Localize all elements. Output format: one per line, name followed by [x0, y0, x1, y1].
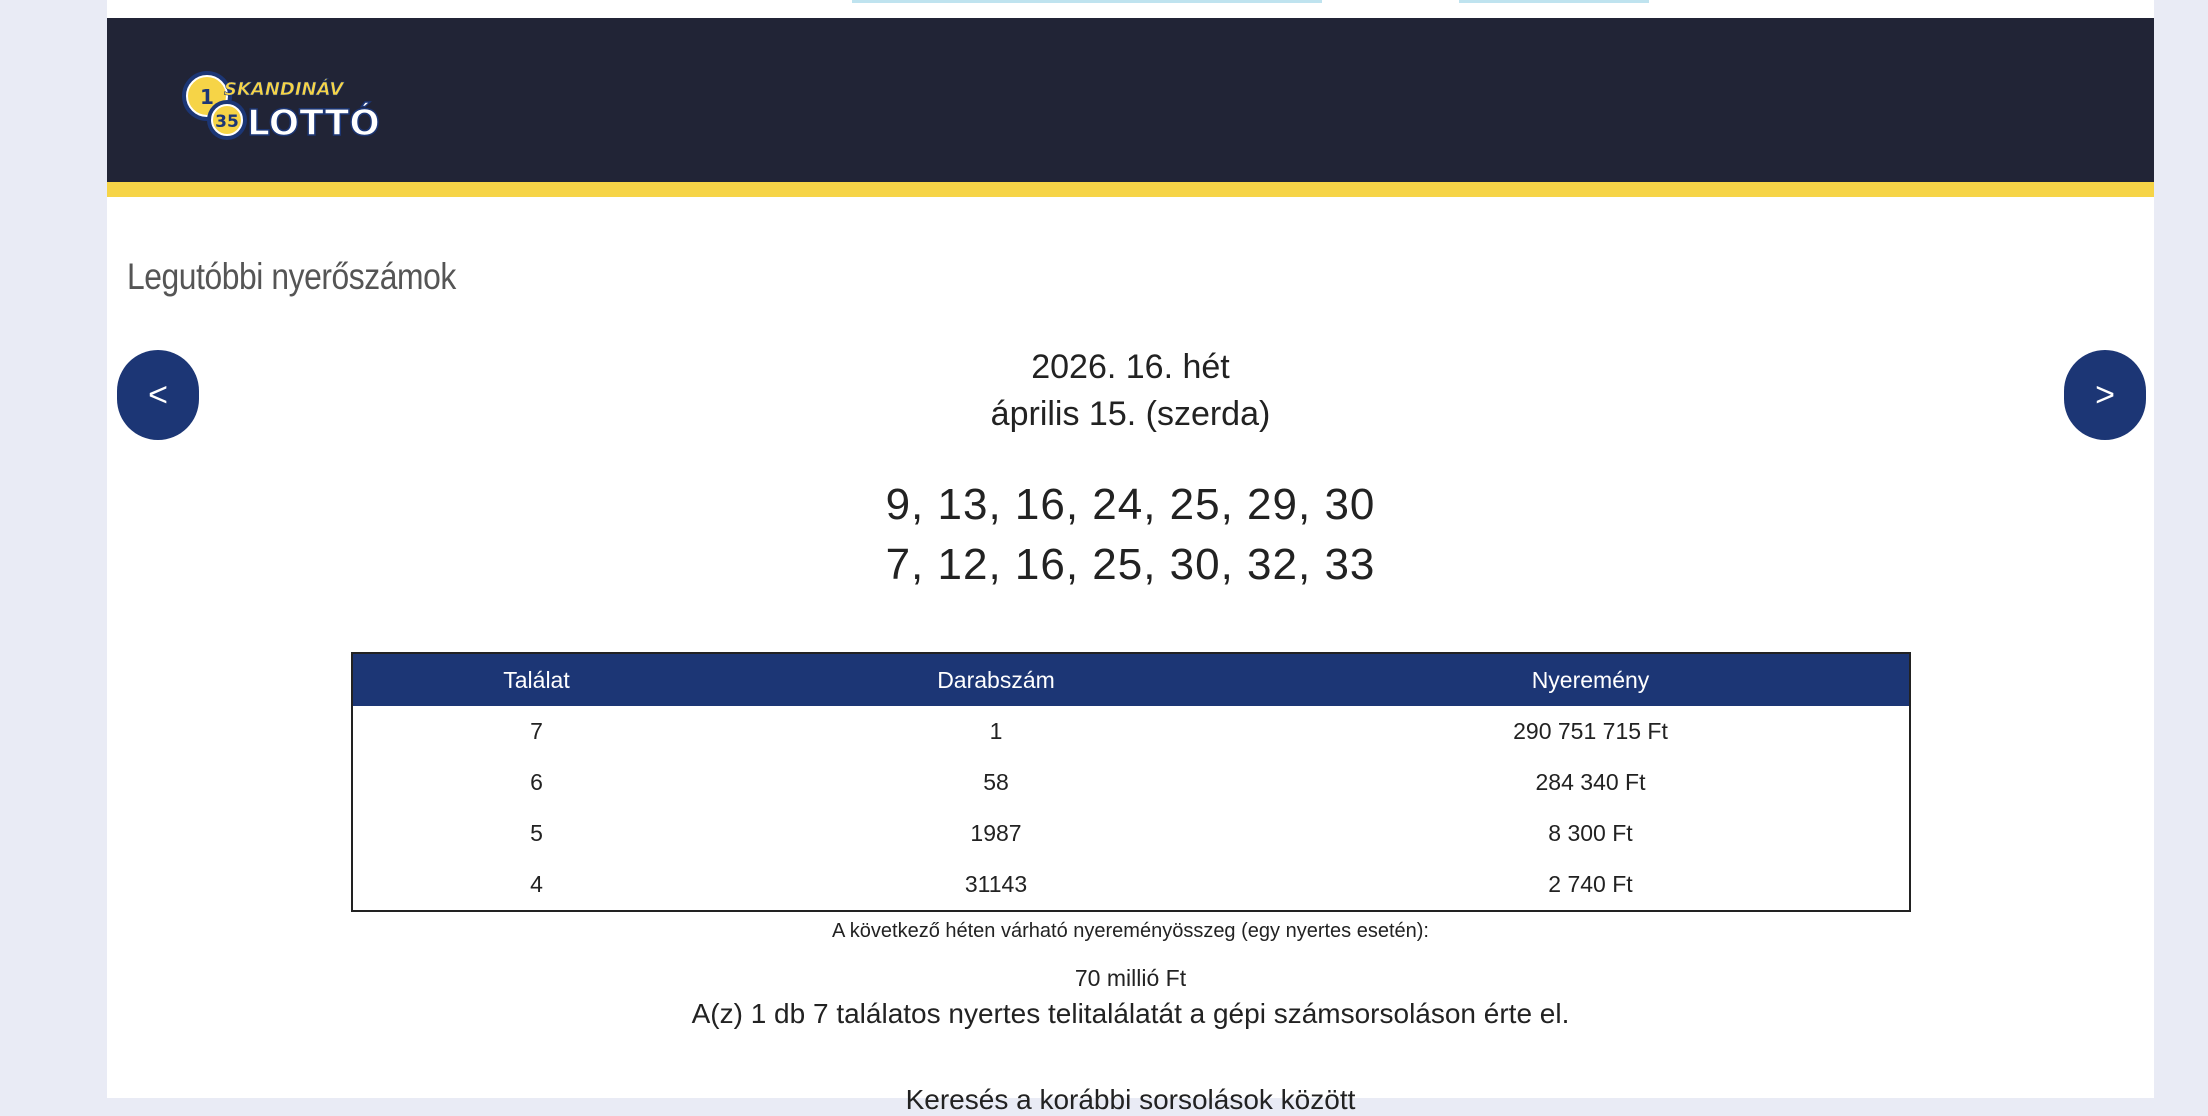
search-previous-draws-link[interactable]: Keresés a korábbi sorsolások között: [905, 1084, 1356, 1115]
column-header-hits: Találat: [352, 653, 720, 706]
logo-text-bottom: LOTTÓ: [247, 103, 380, 144]
chevron-right-icon: >: [2095, 375, 2115, 414]
table-row: [352, 808, 1910, 859]
table-row: [352, 757, 1910, 808]
prize-cell: 2 740 Ft: [1548, 871, 1633, 897]
table-row: [352, 706, 1910, 757]
page: [107, 0, 2154, 1115]
section-title: Legutóbbi nyerőszámok: [127, 256, 456, 297]
prize-cell: 8 300 Ft: [1548, 820, 1633, 846]
prize-cell: 284 340 Ft: [1535, 769, 1646, 795]
logo-ball-35: 35: [215, 112, 239, 132]
winning-numbers-machine: 9, 13, 16, 24, 25, 29, 30: [885, 480, 1376, 529]
hits-cell: 6: [530, 769, 543, 795]
logo-text-top: SKANDINÁV: [224, 79, 344, 100]
count-cell: 1987: [970, 820, 1022, 846]
site-header: [107, 18, 2154, 182]
draw-week: 2026. 16. hét: [1031, 348, 1230, 386]
winner-note: A(z) 1 db 7 találatos nyertes telitalálatát a gépi számsorsoláson érte el.: [691, 998, 1570, 1029]
prize-table: [351, 652, 1911, 912]
prize-table-header: [352, 653, 1910, 706]
header-stripe: [107, 182, 2154, 197]
skandinav-lotto-logo[interactable]: [181, 68, 380, 152]
column-header-prize: Nyeremény: [1272, 653, 1910, 706]
draw-date: április 15. (szerda): [990, 395, 1271, 433]
winning-numbers-manual: 7, 12, 16, 25, 30, 32, 33: [885, 540, 1376, 589]
jackpot-amount: 70 millió Ft: [1074, 965, 1187, 991]
top-strip-accent: [1459, 0, 1649, 3]
jackpot-note: A következő héten várható nyereményösszeg (egy nyertes esetén):: [831, 920, 1429, 942]
prize-cell: 290 751 715 Ft: [1513, 718, 1668, 744]
hits-cell: 5: [530, 820, 543, 846]
count-cell: 31143: [964, 871, 1028, 897]
column-header-count: Darabszám: [720, 653, 1272, 706]
logo-ball-1: 1: [200, 85, 214, 109]
chevron-left-icon: <: [148, 375, 168, 414]
count-cell: 58: [983, 769, 1009, 795]
hits-cell: 7: [530, 718, 543, 744]
top-strip-accent: [852, 0, 1322, 3]
top-strip: [107, 0, 2154, 18]
hits-cell: 4: [530, 871, 543, 897]
table-row: [352, 859, 1910, 911]
count-cell: 1: [989, 718, 1003, 744]
